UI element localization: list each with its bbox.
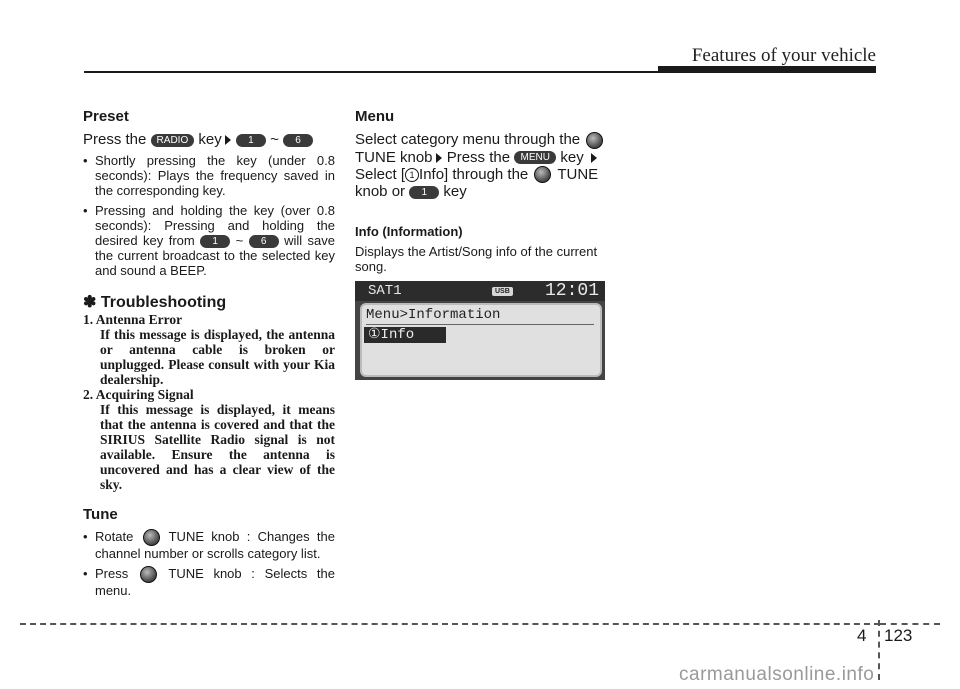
preset-bullet-1: • Shortly pressing the key (under 0.8 seconds): Plays the frequency saved in the corresponding key. [83,153,335,198]
display-menu-item-info: ①Info [364,327,446,343]
menu-text-8: key [443,183,467,201]
preset-bullet-2-a: Pressing and holding the key (over 0.8 seconds): Pressing and holding the desired key from [95,203,335,248]
menu-text-4: key [560,148,584,166]
footer-divider [878,620,880,680]
info-heading: Info (Information) [355,224,463,240]
key-1: 1 [409,186,439,199]
menu-heading: Menu [355,108,395,125]
usb-icon: USB [492,287,513,296]
key-6: 6 [283,134,313,147]
header-rule-accent [658,66,876,73]
preset-bullet-2-b: will save the current broadcast to the selected key and sound a BEEP. [95,233,335,279]
arrow-right-icon [436,153,442,163]
radio-display-screenshot [355,281,605,380]
footer-rule [20,623,880,625]
info-text: Displays the Artist/Song info of the current song. [355,244,598,275]
troubleshoot-item-2-title: 2. Acquiring Signal [83,387,194,403]
band-label: SAT1 [368,283,402,299]
troubleshoot-item-2-text: If this message is displayed, it means that the antenna is covered and that the SIRIUS Satellite Radio signal is not available. Ensure the antenna is uncovered and has a clear view of the sky. [100,402,335,493]
arrow-right-icon [225,135,231,145]
tilde: ~ [270,131,279,148]
tune-bullet-1-b: TUNE knob : Changes the channel number or scrolls category list. [95,529,335,562]
display-status-bar [355,281,605,301]
watermark: carmanualsonline.info [679,664,875,685]
menu-text-2: TUNE knob [355,148,433,166]
preset-bullet-2 [83,203,335,278]
circled-one-icon: 1 [405,168,419,182]
tune-knob-icon [534,166,551,183]
arrow-right-icon [591,153,597,163]
tune-knob-icon [140,566,157,583]
left-column [83,108,335,598]
page-number: 123 [884,626,913,645]
tilde: ~ [235,233,244,248]
right-column [355,108,607,274]
tune-bullet-1 [83,529,335,561]
menu-instruction [355,131,607,200]
troubleshoot-item-1-title: 1. Antenna Error [83,312,183,328]
tune-bullet-1-a: Rotate [95,529,134,545]
key-1: 1 [200,235,230,248]
tune-heading: Tune [83,506,118,524]
header-title: Features of your vehicle [691,45,876,66]
key-1: 1 [236,134,266,147]
menu-text-5: Select [ [355,165,406,183]
tune-knob-icon [143,529,160,546]
tune-knob-icon [586,132,603,149]
display-menu-panel [360,303,602,377]
menu-text-7: TUNE knob or [355,165,599,201]
tune-bullet-2-b: TUNE knob : Selects the menu. [95,566,335,599]
tune-bullet-2 [83,566,335,598]
menu-text-6: Info] through the [419,165,529,183]
preset-line-a: Press the [83,131,147,148]
divider [366,324,594,325]
radio-key: RADIO [151,134,195,147]
menu-text-1: Select category menu through the [355,131,581,148]
menu-key: MENU [514,151,556,164]
preset-instruction [83,131,335,148]
footer-rule-right [880,623,940,625]
chapter-number: 4 [857,626,867,645]
clock: 12:01 [544,281,599,301]
display-menu-title: Menu>Information [366,307,501,323]
menu-text-3: Press the [446,148,511,166]
tune-bullet-2-a: Press [95,566,129,582]
key-6: 6 [249,235,279,248]
troubleshoot-item-1-text: If this message is displayed, the antenna or antenna cable is broken or unplugged. Please consult with your Kia dealership. [100,327,335,388]
troubleshooting-heading: ✽ Troubleshooting [83,294,227,312]
preset-line-b: key [198,131,222,148]
preset-heading: Preset [83,108,129,125]
